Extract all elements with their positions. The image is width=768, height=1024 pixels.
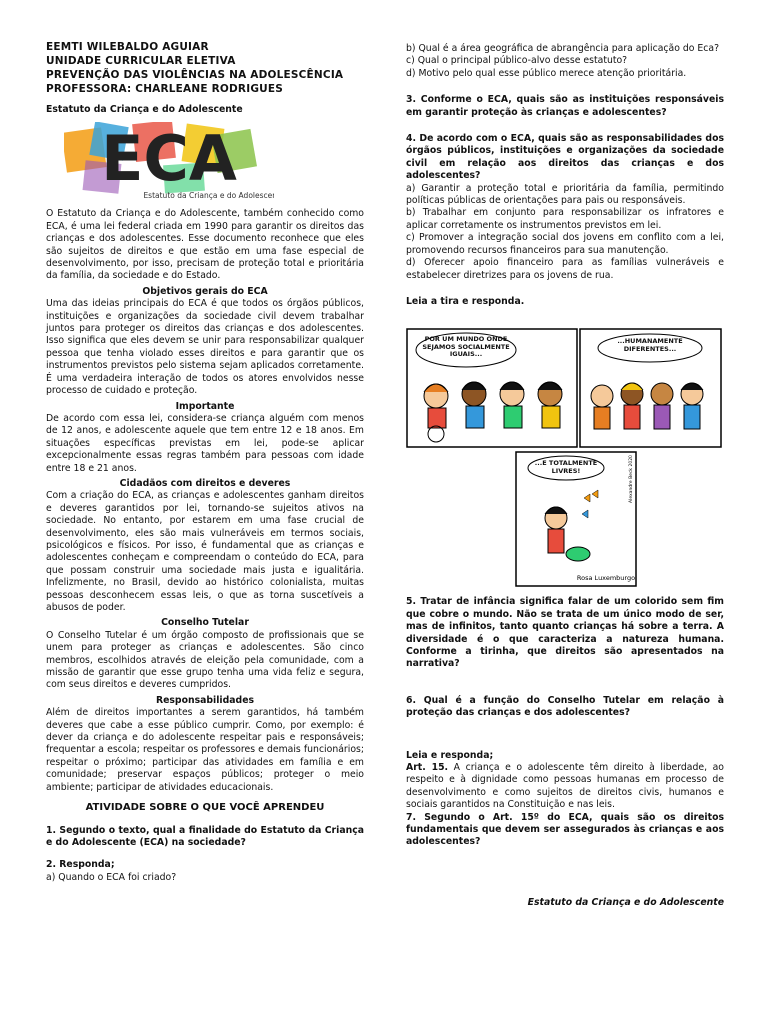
comic-strip <box>406 328 722 588</box>
svg-text:Rosa Luxemburgo: Rosa Luxemburgo <box>576 574 636 583</box>
unit-name: UNIDADE CURRICULAR ELETIVA <box>46 55 236 67</box>
section-text: O Conselho Tutelar é um órgão composto de profissionais que se unem para proteger as crianças e adolescentes. São cinco membros, escolhidos através de eleição pela comunidade, com a missão de garantir que esse grupo tenha uma vida feliz e segura, com seus direitos e deveres cumpridos. <box>46 629 364 691</box>
section-title: Conselho Tutelar <box>161 617 249 629</box>
question-2-option: a) Quando o ECA foi criado? <box>46 871 177 883</box>
intro-paragraph: O Estatuto da Criança e do Adolescente, também conhecido como ECA, é uma lei federal criada em 1990 para garantir os direitos das crianças e dos adolescentes. Esse documento reconhece que eles são sujeitos de direitos e que estão em uma fase especial de desenvolvimento, por isso, precisam de proteção total e prioritária da família, da sociedade e do Estado. <box>46 208 364 282</box>
question-2-option: c) Qual o principal público-alvo desse estatuto? <box>406 55 628 67</box>
left-column <box>46 40 364 884</box>
question-4-option: b) Trabalhar em conjunto para responsabilizar os infratores e aplicar corretamente os instrumentos previstos em lei. <box>406 207 724 231</box>
section-title: Objetivos gerais do ECA <box>142 285 268 297</box>
section-text: De acordo com essa lei, considera-se criança alguém com menos de 12 anos, e adolescente aquele que tem entre 12 e 18 anos. Em situações específicas previstas em lei, pode-se aplicar excepcionalmente essas regras também para pessoas com idade entre 18 e 21 anos. <box>46 412 364 474</box>
comic-strip-graphic: POR UM MUNDO ONDE SEJAMOS SOCIALMENTE IGUAIS... ...HUMANAMENTE DIFERENTES... ...E TOTALMENTE LIVRES! Rosa Luxemburgo Alexandre Beck 2020 <box>406 328 722 588</box>
svg-text:ECA: ECA <box>101 122 237 196</box>
question-3: 3. Conforme o ECA, quais são as instituições responsáveis em garantir proteção às crianças e adolescentes? <box>406 94 724 118</box>
subject-name: PREVENÇÃO DAS VIOLÊNCIAS NA ADOLESCÊNCIA <box>46 69 344 81</box>
eca-logo-graphic <box>64 122 274 202</box>
school-name: EEMTI WILEBALDO AGUIAR <box>46 41 209 53</box>
question-7: 7. Segundo o Art. 15º do ECA, quais são os direitos fundamentais que devem ser assegurados às crianças e aos adolescentes? <box>406 811 724 848</box>
svg-text:Alexandre Beck 2020: Alexandre Beck 2020 <box>629 455 634 504</box>
activity-title: ATIVIDADE SOBRE O QUE VOCÊ APRENDEU <box>85 802 325 814</box>
section-text: Além de direitos importantes a serem garantidos, há também deveres que cabe a esse público cumprir. Como, por exemplo: é dever da criança e do adolescente respeitar pais e responsáveis; frequentar a escola; respeitar os professores e demais funcionários; respeitar o próximo; participar das atividades em família e em comunidade; preservar espaços públicos; proteger o meio ambiente; participar de atividades educacionais. <box>46 707 364 793</box>
teacher-name: PROFESSORA: CHARLEANE RODRIGUES <box>46 83 283 95</box>
question-4: 4. De acordo com o ECA, quais são as responsabilidades dos órgãos públicos, instituições e organizações da sociedade civil em relação aos direitos das crianças e dos adolescentes? <box>406 133 724 182</box>
question-1: 1. Segundo o texto, qual a finalidade do Estatuto da Criança e do Adolescente (ECA) na sociedade? <box>46 824 364 848</box>
question-2-option: d) Motivo pelo qual esse público merece atenção prioritária. <box>406 67 687 79</box>
eca-logo <box>64 122 274 202</box>
doc-title: Estatuto da Criança e do Adolescente <box>46 104 243 115</box>
article-15 <box>406 762 724 812</box>
section-title: Responsabilidades <box>155 694 255 706</box>
article-15-label: Art. 15. <box>406 761 449 773</box>
question-4-option: a) Garantir a proteção total e prioritária da família, permitindo políticas públicas de orientações para pais ou responsáveis. <box>406 182 724 207</box>
svg-text:Estatuto da Criança e do Adole: Estatuto da Criança e do Adolescente <box>143 191 274 201</box>
question-4-option: d) Oferecer apoio financeiro para as famílias vulneráveis e estabelecer diretrizes para os jovens de rua. <box>406 257 724 281</box>
read-strip-instruction: Leia a tira e responda. <box>406 295 525 307</box>
question-2: 2. Responda; <box>46 859 115 871</box>
section-title: Importante <box>175 400 235 412</box>
question-6: 6. Qual é a função do Conselho Tutelar em relação à proteção das crianças e dos adolescentes? <box>406 694 724 719</box>
section-text: Com a criação do ECA, as crianças e adolescentes ganham direitos e deveres garantidos por lei, tornando-se sujeitos ativos na sociedade. No entanto, por estarem em uma fase crucial de desenvolvimento, eles são mais vulneráveis em termos sociais, psicológicos e físicos. Por isso, é fundamental que as crianças e adolescentes conheçam e compreendam o conteúdo do ECA, para que possam construir uma sociedade mais justa e igualitária. Infelizmente, no Brasil, devido ao histórico colonialista, muitas pessoas desconhecem essas leis, o que as torna suscetíveis a abusos de poder. <box>46 490 364 613</box>
question-2-option: b) Qual é a área geográfica de abrangência para aplicação do Eca? <box>406 43 719 54</box>
section-title: Cidadãos com direitos e deveres <box>119 477 291 489</box>
question-4-option: c) Promover a integração social dos jovens em conflito com a lei, promovendo recursos financeiros para sua manutenção. <box>406 232 724 256</box>
question-5: 5. Tratar de infância significa falar de um colorido sem fim que cobre o mundo. Não se trata de um único modo de ser, mas de infinitos, tanto quanto crianças há sobre a terra. A diversidade é o que caracteriza a natureza humana. Conforme a tirinha, que direitos são apresentados na narrativa? <box>406 596 724 670</box>
right-column <box>406 43 724 909</box>
section-text: Uma das ideias principais do ECA é que todos os órgãos públicos, instituições e organizações da sociedade civil devem trabalhar juntos para proteger os direitos das crianças e dos adolescentes. Isso significa que eles devem se unir para responsabilizar qualquer pessoa que tenha violado esses direitos e para garantir que os instrumentos previstos pelo sistema sejam aplicados corretamente. É uma verdadeira interação de todos os atores envolvidos nesse processo de cuidado e proteção. <box>46 298 364 397</box>
article-15-text: A criança e o adolescente têm direito à liberdade, ao respeito e à dignidade como pessoas humanas em processo de desenvolvimento e como sujeitos de direitos civis, humanos e sociais garantidos na Constituição e nas leis. <box>406 761 724 811</box>
footer-signature: Estatuto da Criança e do Adolescente <box>527 896 724 908</box>
read-answer-instruction: Leia e responda; <box>406 749 494 761</box>
document-header <box>46 40 364 96</box>
